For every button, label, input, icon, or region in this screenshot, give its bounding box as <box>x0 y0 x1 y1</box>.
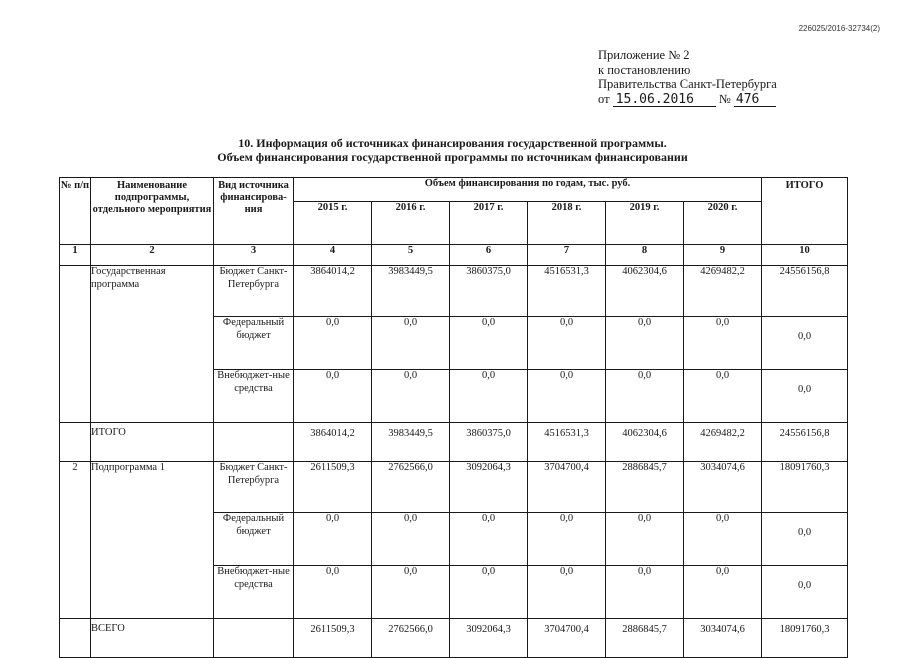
total-cell: 0,0 <box>762 566 848 619</box>
header-year: 2020 г. <box>684 202 762 245</box>
value-cell: 0,0 <box>528 370 606 423</box>
value-cell: 2886845,7 <box>606 619 684 658</box>
value-cell: 0,0 <box>450 566 528 619</box>
column-number: 6 <box>450 245 528 266</box>
column-number: 7 <box>528 245 606 266</box>
source-type: Внебюджет-ные средства <box>214 566 294 619</box>
column-number: 9 <box>684 245 762 266</box>
column-number: 5 <box>372 245 450 266</box>
appendix-line-2: к постановлению <box>598 62 691 77</box>
document-id: 226025/2016-32734(2) <box>798 24 880 33</box>
column-number: 2 <box>91 245 214 266</box>
table-row <box>60 462 848 513</box>
summary-label: ИТОГО <box>91 423 214 462</box>
source-type <box>214 619 294 658</box>
value-cell: 0,0 <box>372 566 450 619</box>
value-cell: 0,0 <box>450 370 528 423</box>
value-cell: 2762566,0 <box>372 619 450 658</box>
header-np: № п/п <box>60 178 91 245</box>
header-year: 2019 г. <box>606 202 684 245</box>
value-cell: 0,0 <box>450 317 528 370</box>
column-number-row <box>60 245 848 266</box>
value-cell: 0,0 <box>528 566 606 619</box>
financing-table <box>59 177 848 658</box>
appendix-line-3: Правительства Санкт-Петербурга <box>598 77 777 91</box>
value-cell: 4062304,6 <box>606 423 684 462</box>
value-cell: 3092064,3 <box>450 462 528 513</box>
source-type: Федеральный бюджет <box>214 513 294 566</box>
table-row <box>60 266 848 317</box>
header-year: 2015 г. <box>294 202 372 245</box>
value-cell: 0,0 <box>294 566 372 619</box>
header-year: 2016 г. <box>372 202 450 245</box>
value-cell: 3034074,6 <box>684 619 762 658</box>
header-year: 2018 г. <box>528 202 606 245</box>
title-line-1: 10. Информация об источниках финансирования государственной программы. <box>238 136 667 150</box>
header-total: ИТОГО <box>762 178 848 245</box>
value-cell: 2762566,0 <box>372 462 450 513</box>
value-cell: 2611509,3 <box>294 462 372 513</box>
value-cell: 2886845,7 <box>606 462 684 513</box>
value-cell: 3983449,5 <box>372 266 450 317</box>
summary-row <box>60 423 848 462</box>
value-cell: 0,0 <box>294 370 372 423</box>
value-cell: 0,0 <box>684 513 762 566</box>
value-cell: 0,0 <box>528 317 606 370</box>
value-cell: 0,0 <box>372 317 450 370</box>
decree-date: 15.06.2016 <box>613 93 716 107</box>
summary-row <box>60 619 848 658</box>
decree-number: 476 <box>734 93 776 107</box>
value-cell: 0,0 <box>294 317 372 370</box>
row-np: 2 <box>60 462 91 619</box>
source-type: Внебюджет-ные средства <box>214 370 294 423</box>
value-cell: 3864014,2 <box>294 423 372 462</box>
value-cell: 3983449,5 <box>372 423 450 462</box>
value-cell: 0,0 <box>450 513 528 566</box>
value-cell: 3704700,4 <box>528 619 606 658</box>
value-cell: 4516531,3 <box>528 423 606 462</box>
source-type: Бюджет Санкт-Петербурга <box>214 266 294 317</box>
row-np <box>60 619 91 658</box>
value-cell: 0,0 <box>684 370 762 423</box>
row-name: Государственная программа <box>91 266 214 423</box>
total-cell: 0,0 <box>762 370 848 423</box>
header-year: 2017 г. <box>450 202 528 245</box>
column-number: 4 <box>294 245 372 266</box>
source-type: Бюджет Санкт-Петербурга <box>214 462 294 513</box>
summary-label: ВСЕГО <box>91 619 214 658</box>
column-number: 10 <box>762 245 848 266</box>
title-line-2: Объем финансирования государственной программы по источникам финансировании <box>217 150 688 164</box>
value-cell: 0,0 <box>606 566 684 619</box>
appendix-block <box>598 48 858 107</box>
total-cell: 18091760,3 <box>762 462 848 513</box>
value-cell: 2611509,3 <box>294 619 372 658</box>
appendix-line-1: Приложение № 2 <box>598 48 690 62</box>
total-cell: 18091760,3 <box>762 619 848 658</box>
value-cell: 0,0 <box>372 513 450 566</box>
value-cell: 0,0 <box>372 370 450 423</box>
value-cell: 0,0 <box>684 566 762 619</box>
value-cell: 3864014,2 <box>294 266 372 317</box>
header-source-type: Вид источника финансирова-ния <box>214 178 294 245</box>
value-cell: 0,0 <box>606 317 684 370</box>
value-cell: 0,0 <box>606 513 684 566</box>
value-cell: 3860375,0 <box>450 423 528 462</box>
value-cell: 4269482,2 <box>684 423 762 462</box>
total-cell: 24556156,8 <box>762 266 848 317</box>
source-type: Федеральный бюджет <box>214 317 294 370</box>
value-cell: 3860375,0 <box>450 266 528 317</box>
appendix-date-line <box>598 92 858 107</box>
column-number: 1 <box>60 245 91 266</box>
value-cell: 4269482,2 <box>684 266 762 317</box>
row-np <box>60 423 91 462</box>
value-cell: 4062304,6 <box>606 266 684 317</box>
number-label: № <box>718 91 731 106</box>
total-cell: 0,0 <box>762 513 848 566</box>
value-cell: 0,0 <box>528 513 606 566</box>
column-number: 8 <box>606 245 684 266</box>
value-cell: 0,0 <box>606 370 684 423</box>
section-title <box>60 136 845 164</box>
value-cell: 3092064,3 <box>450 619 528 658</box>
value-cell: 0,0 <box>684 317 762 370</box>
header-name: Наименование подпрограммы, отдельного мероприятия <box>91 178 214 245</box>
value-cell: 3034074,6 <box>684 462 762 513</box>
source-type <box>214 423 294 462</box>
row-np <box>60 266 91 423</box>
value-cell: 3704700,4 <box>528 462 606 513</box>
value-cell: 4516531,3 <box>528 266 606 317</box>
row-name: Подпрограмма 1 <box>91 462 214 619</box>
column-number: 3 <box>214 245 294 266</box>
total-cell: 0,0 <box>762 317 848 370</box>
from-label: от <box>598 91 610 106</box>
header-volume: Объем финансирования по годам, тыс. руб. <box>294 178 762 202</box>
total-cell: 24556156,8 <box>762 423 848 462</box>
value-cell: 0,0 <box>294 513 372 566</box>
